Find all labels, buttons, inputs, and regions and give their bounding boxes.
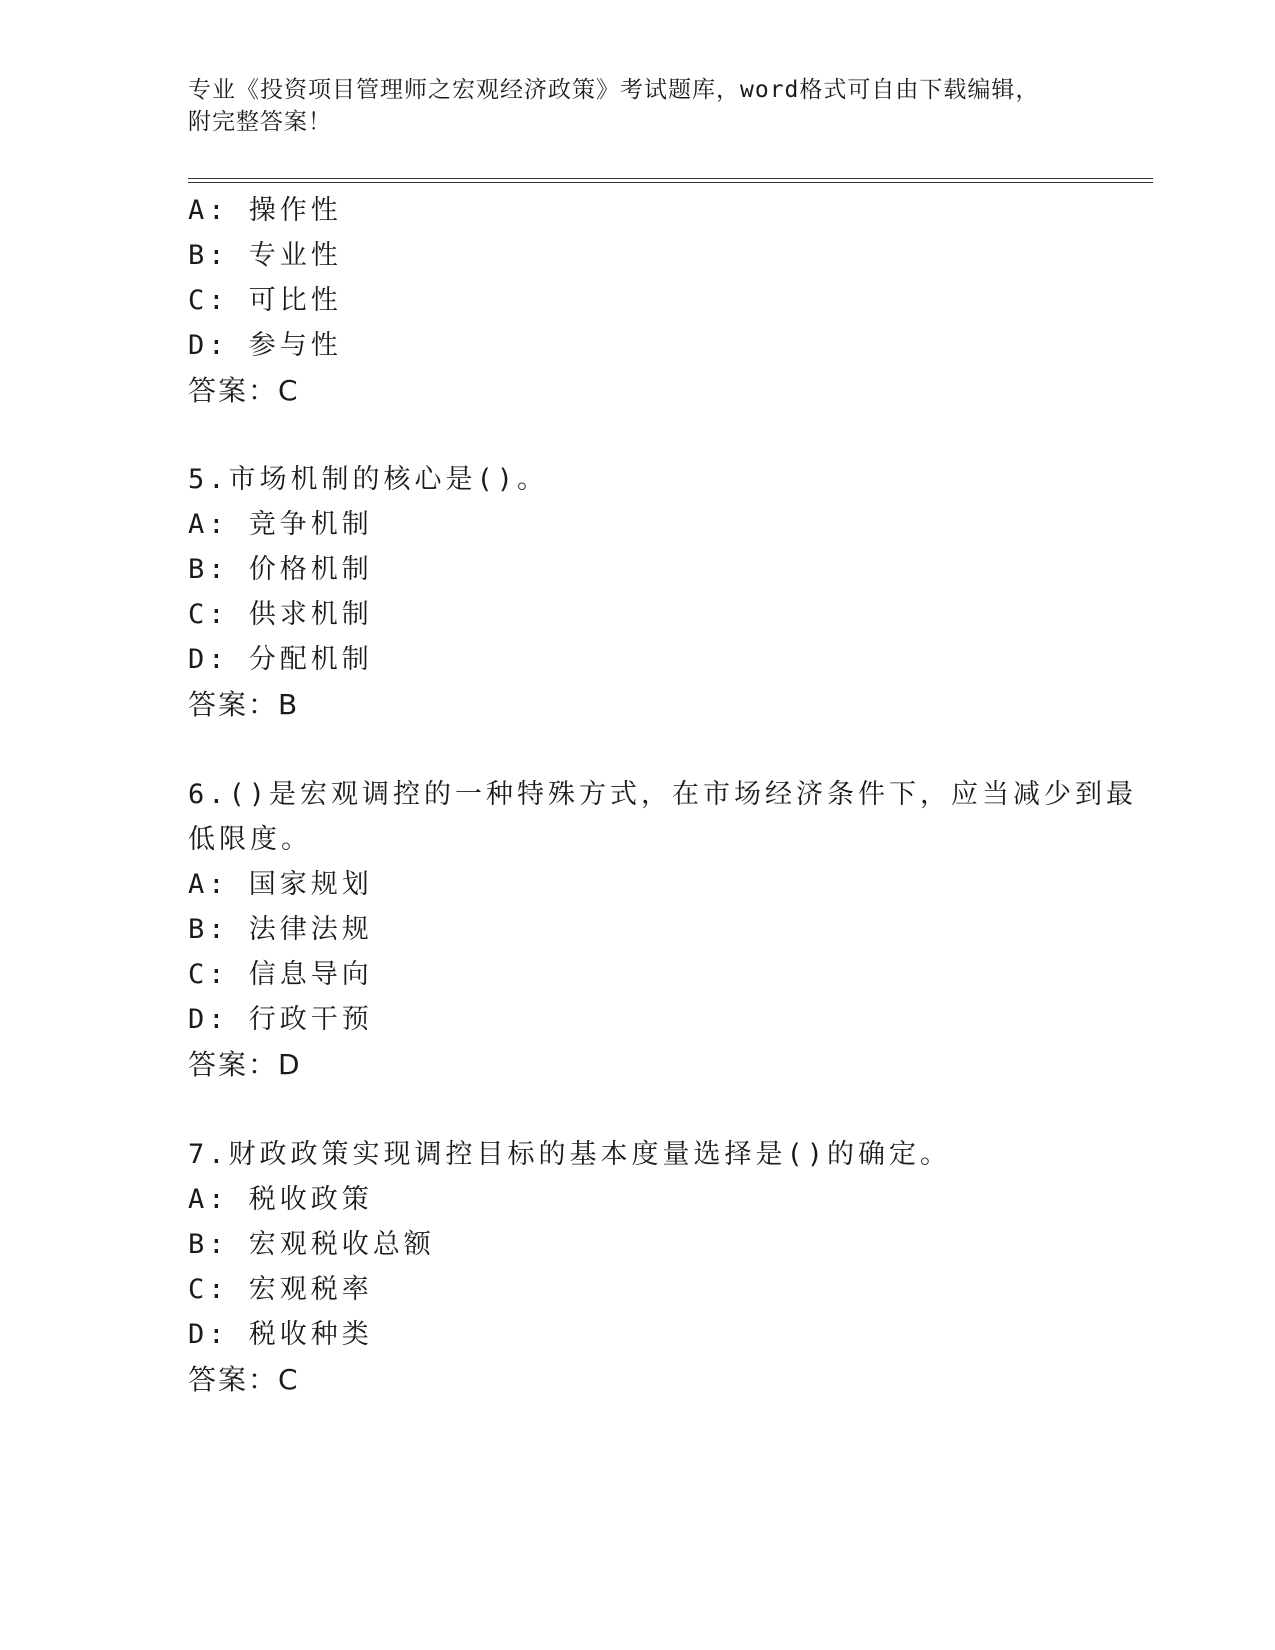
header-line-1: 专业《投资项目管理师之宏观经济政策》考试题库，word格式可自由下载编辑， [188, 77, 1040, 103]
q5-option-a: A: 竞争机制 [188, 509, 373, 540]
q6-option-a: A: 国家规划 [188, 869, 373, 900]
document-header [188, 74, 1088, 138]
header-divider-bottom [188, 182, 1153, 183]
q6-option-d: D: 行政干预 [188, 1004, 373, 1035]
q6-question-line-2: 低限度。 [188, 824, 312, 855]
q5-answer: 答案：B [188, 688, 300, 721]
q7-option-a: A: 税收政策 [188, 1184, 373, 1215]
q5-option-c: C: 供求机制 [188, 599, 373, 630]
header-line-2: 附完整答案！ [188, 109, 332, 135]
q6-option-b: B: 法律法规 [188, 914, 373, 945]
q7-answer: 答案：C [188, 1363, 300, 1396]
q7-question: 7.财政政策实现调控目标的基本度量选择是()的确定。 [188, 1139, 952, 1170]
q6-question-line-1: 6.()是宏观调控的一种特殊方式，在市场经济条件下，应当减少到最 [188, 779, 1138, 810]
q5-option-d: D: 分配机制 [188, 644, 373, 675]
q7-option-b: B: 宏观税收总额 [188, 1229, 435, 1260]
q4-option-d: D: 参与性 [188, 330, 342, 361]
header-divider-top [188, 178, 1153, 179]
q4-answer: 答案：C [188, 374, 300, 407]
q7-option-d: D: 税收种类 [188, 1319, 373, 1350]
q7-option-c: C: 宏观税率 [188, 1274, 373, 1305]
q4-option-c: C: 可比性 [188, 285, 342, 316]
q4-option-b: B: 专业性 [188, 240, 342, 271]
q6-answer: 答案：D [188, 1048, 302, 1081]
q6-option-c: C: 信息导向 [188, 959, 373, 990]
q5-option-b: B: 价格机制 [188, 554, 373, 585]
q4-option-a: A: 操作性 [188, 195, 342, 226]
q5-question: 5.市场机制的核心是()。 [188, 464, 549, 495]
